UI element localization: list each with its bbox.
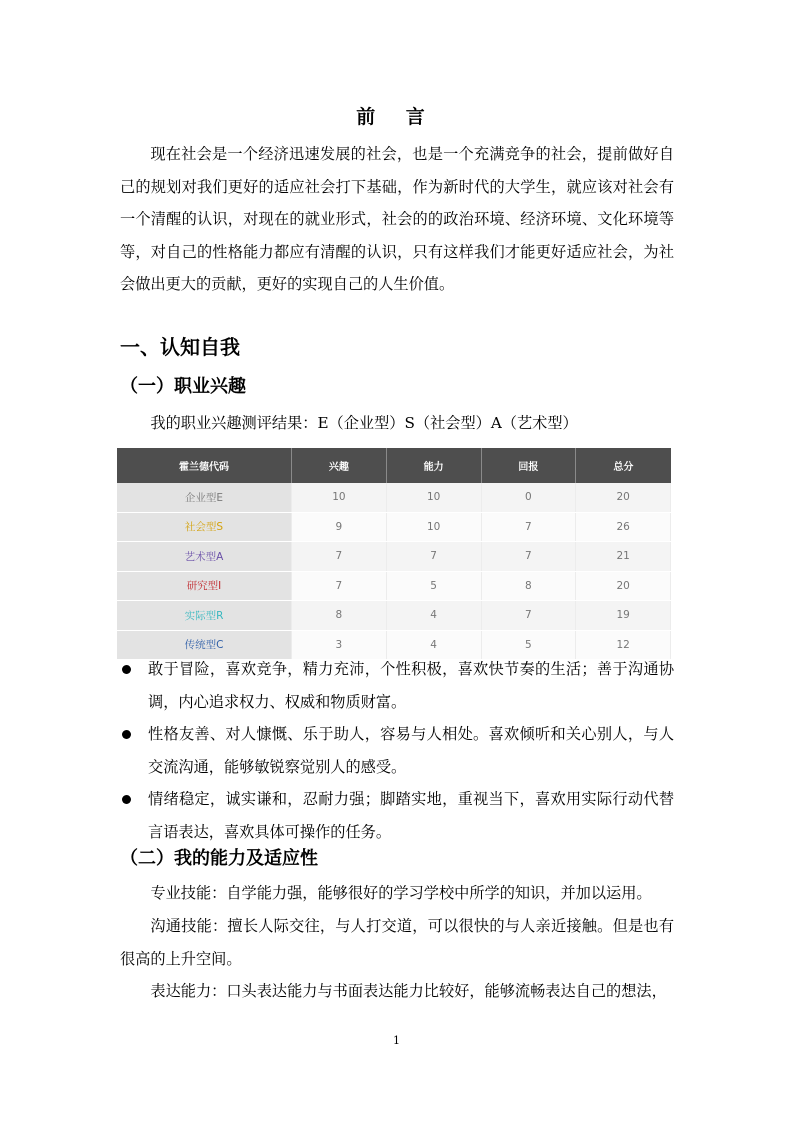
subsection-heading-ability: （二）我的能力及适应性 xyxy=(120,848,318,869)
score-cell: 21 xyxy=(576,542,671,572)
page-number: 1 xyxy=(393,1034,400,1047)
header-interest: 兴趣 xyxy=(292,448,387,483)
bullet-dot-icon xyxy=(122,730,131,739)
score-cell: 3 xyxy=(292,630,387,660)
score-cell: 8 xyxy=(292,601,387,631)
score-cell: 7 xyxy=(386,542,481,572)
bullet-text: 情绪稳定，诚实谦和，忍耐力强；脚踏实地，重视当下，喜欢用实际行动代替言语表达，喜欢具体可操作的任务。 xyxy=(148,790,674,841)
holland-type-cell: 艺术型A xyxy=(117,542,292,572)
score-cell: 7 xyxy=(481,542,576,572)
header-total: 总分 xyxy=(576,448,671,483)
holland-code-table xyxy=(117,448,671,660)
holland-type-cell: 实际型R xyxy=(117,601,292,631)
score-cell: 8 xyxy=(481,571,576,601)
header-reward: 回报 xyxy=(481,448,576,483)
header-holland-code: 霍兰德代码 xyxy=(117,448,292,483)
list-item xyxy=(120,653,674,718)
table-row xyxy=(117,512,671,542)
score-cell: 5 xyxy=(481,630,576,660)
score-cell: 4 xyxy=(386,630,481,660)
score-cell: 26 xyxy=(576,512,671,542)
score-cell: 20 xyxy=(576,571,671,601)
score-cell: 5 xyxy=(386,571,481,601)
skill-expression: 表达能力：口头表达能力与书面表达能力比较好，能够流畅表达自己的想法， xyxy=(150,982,667,1000)
page-title: 前 言 xyxy=(356,106,437,128)
bullet-dot-icon xyxy=(122,665,131,674)
table-row xyxy=(117,542,671,572)
table-row xyxy=(117,483,671,512)
table-row xyxy=(117,571,671,601)
bullet-text: 性格友善、对人慷慨、乐于助人，容易与人相处。喜欢倾听和关心别人，与人交流沟通，能够敏锐察觉别人的感受。 xyxy=(148,725,674,776)
skill-professional: 专业技能：自学能力强，能够很好的学习学校中所学的知识，并加以运用。 xyxy=(150,884,652,902)
header-ability: 能力 xyxy=(386,448,481,483)
skill-communication: 沟通技能：擅长人际交往，与人打交道，可以很快的与人亲近接触。但是也有很高的上升空间。 xyxy=(120,917,674,968)
score-cell: 10 xyxy=(386,512,481,542)
table-header-row xyxy=(117,448,671,483)
score-cell: 10 xyxy=(292,483,387,512)
section-heading-self-cognition: 一、认知自我 xyxy=(120,335,240,359)
bullet-text: 敢于冒险，喜欢竞争，精力充沛，个性积极，喜欢快节奏的生活；善于沟通协调，内心追求权力、权威和物质财富。 xyxy=(148,660,674,711)
holland-type-cell: 企业型E xyxy=(117,483,292,512)
score-cell: 20 xyxy=(576,483,671,512)
holland-type-cell: 研究型I xyxy=(117,571,292,601)
preface-paragraph: 现在社会是一个经济迅速发展的社会，也是一个充满竞争的社会，提前做好自己的规划对我们更好的适应社会打下基础，作为新时代的大学生，就应该对社会有一个清醒的认识，对现在的就业形式，社会的的政治环境、经济环境、文化环境等等，对自己的性格能力都应有清醒的认识，只有这样我们才能更好适应社会，为社会做出更大的贡献，更好的实现自己的人生价值。 xyxy=(120,145,674,293)
holland-type-cell: 社会型S xyxy=(117,512,292,542)
list-item xyxy=(120,783,674,848)
score-cell: 7 xyxy=(481,601,576,631)
score-cell: 7 xyxy=(481,512,576,542)
trait-bullet-list xyxy=(120,653,674,848)
score-cell: 12 xyxy=(576,630,671,660)
score-cell: 4 xyxy=(386,601,481,631)
subsection-heading-career-interest: （一）职业兴趣 xyxy=(120,376,246,397)
score-cell: 10 xyxy=(386,483,481,512)
score-cell: 7 xyxy=(292,542,387,572)
list-item xyxy=(120,718,674,783)
score-cell: 0 xyxy=(481,483,576,512)
interest-test-result: 我的职业兴趣测评结果：E（企业型）S（社会型）A（艺术型） xyxy=(150,414,578,432)
score-cell: 9 xyxy=(292,512,387,542)
holland-type-cell: 传统型C xyxy=(117,630,292,660)
score-cell: 19 xyxy=(576,601,671,631)
table-row xyxy=(117,601,671,631)
score-cell: 7 xyxy=(292,571,387,601)
bullet-dot-icon xyxy=(122,795,131,804)
